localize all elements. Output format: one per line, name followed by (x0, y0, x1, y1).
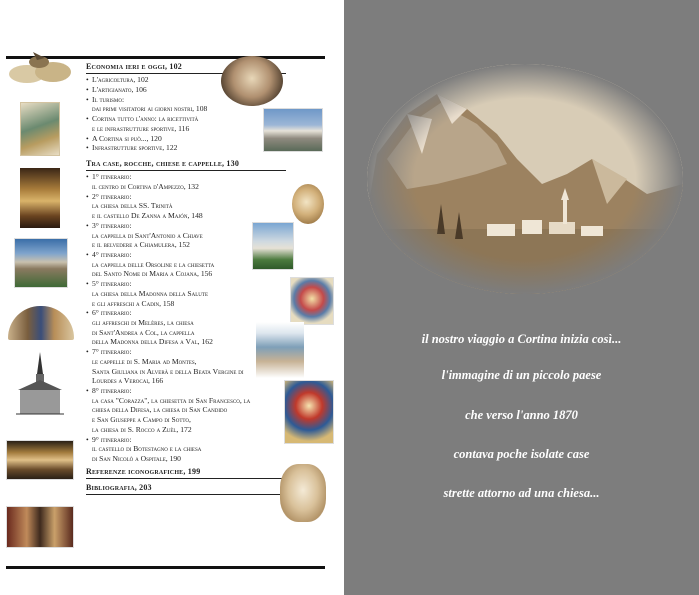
section-heading-economia: Economia ieri e oggi, 102 (86, 62, 286, 74)
bottom-rule (6, 566, 325, 569)
toc-entry: • Cortina tutto l'anno: la ricettività e le infrastrutture sportive, 116 (86, 114, 286, 133)
hands-photo (221, 56, 283, 106)
toc-entry: • 9° itinerario: il castello di Botestagno e la chiesa di San Nicolò a Ospitale, 190 (86, 435, 286, 464)
cortina-1870-photo (367, 64, 683, 294)
toc-entry: • Infrastrutture sportive, 122 (86, 143, 286, 153)
poem-line-5: strette attorno ad una chiesa... (443, 486, 600, 500)
toc-entry: • 2° itinerario: la chiesa della SS. Trinità e il castello De Zanna a Majón, 148 (86, 192, 286, 221)
toc-entry: • L'agricoltura, 102 (86, 75, 286, 85)
toc-references: Referenze iconografiche, 199 (86, 467, 286, 479)
madonna-painting (284, 380, 334, 444)
section-heading-case: Tra case, rocche, chiese e cappelle, 130 (86, 159, 286, 171)
painted-house (6, 440, 74, 480)
toc-entry: • 4° itinerario: la cappella delle Orsoline e la chiesetta del Santo Nome di Maria a Cojana, 156 (86, 250, 286, 279)
toc-entry: • 8° itinerario: la casa "Corazza", la chiesetta di San Francesco, la chiesa della Difesa, la chiesa di San Candido e San Giuseppe a Campo di Sotto, la chiesa di S. Rocco a Zuèl, 172 (86, 386, 286, 435)
town-photo (263, 108, 323, 152)
toc-entry: • Il turismo: dai primi visitatori ai giorni nostri, 108 (86, 95, 286, 114)
costume-painting (20, 102, 60, 156)
shell-fossil (292, 184, 324, 224)
toc-bibliography: Bibliografia, 203 (86, 483, 286, 495)
wool-photo (7, 48, 73, 86)
carved-statue (20, 168, 60, 228)
toc-entry: • 7° itinerario: le cappelle di S. Maria ad Montes, Santa Giuliana in Alverà e della Beata Vergine di Lourdes a Verocai, 166 (86, 347, 286, 386)
fresco-panel (6, 506, 74, 548)
poem-line-2: l'immagine di un piccolo paese (441, 368, 602, 382)
chapel-photo (252, 222, 294, 270)
toc-entry: • 3° itinerario: la cappella di Sant'Antonio a Chiave e il belvedere a Chiamulera, 152 (86, 221, 286, 250)
statue-photo (256, 322, 304, 378)
toc-entry: • 6° itinerario: gli affreschi di Melères, la chiesa di Sant'Andrea a Col, la cappella della Madonna della Difesa a Val, 162 (86, 308, 286, 347)
toc-entry: • L'artigianato, 106 (86, 85, 286, 95)
table-of-contents (86, 62, 286, 496)
poem-line-1: il nostro viaggio a Cortina inizia così... (421, 332, 622, 346)
toc-entry: • A Cortina si può..., 120 (86, 134, 286, 144)
toc-entry: • 1° itinerario: il centro di Cortina d'Ampezzo, 132 (86, 172, 286, 191)
toc-entry: • 5° itinerario: la chiesa della Madonna della Salute e gli affreschi a Cadin, 158 (86, 279, 286, 308)
madonna-shrine (290, 277, 334, 325)
church-drawing (16, 350, 64, 418)
church-landscape (14, 238, 68, 288)
poem-line-3: che verso l'anno 1870 (465, 408, 578, 422)
ornament-photo (280, 464, 326, 522)
poem-line-4: contava poche isolate case (453, 447, 590, 461)
